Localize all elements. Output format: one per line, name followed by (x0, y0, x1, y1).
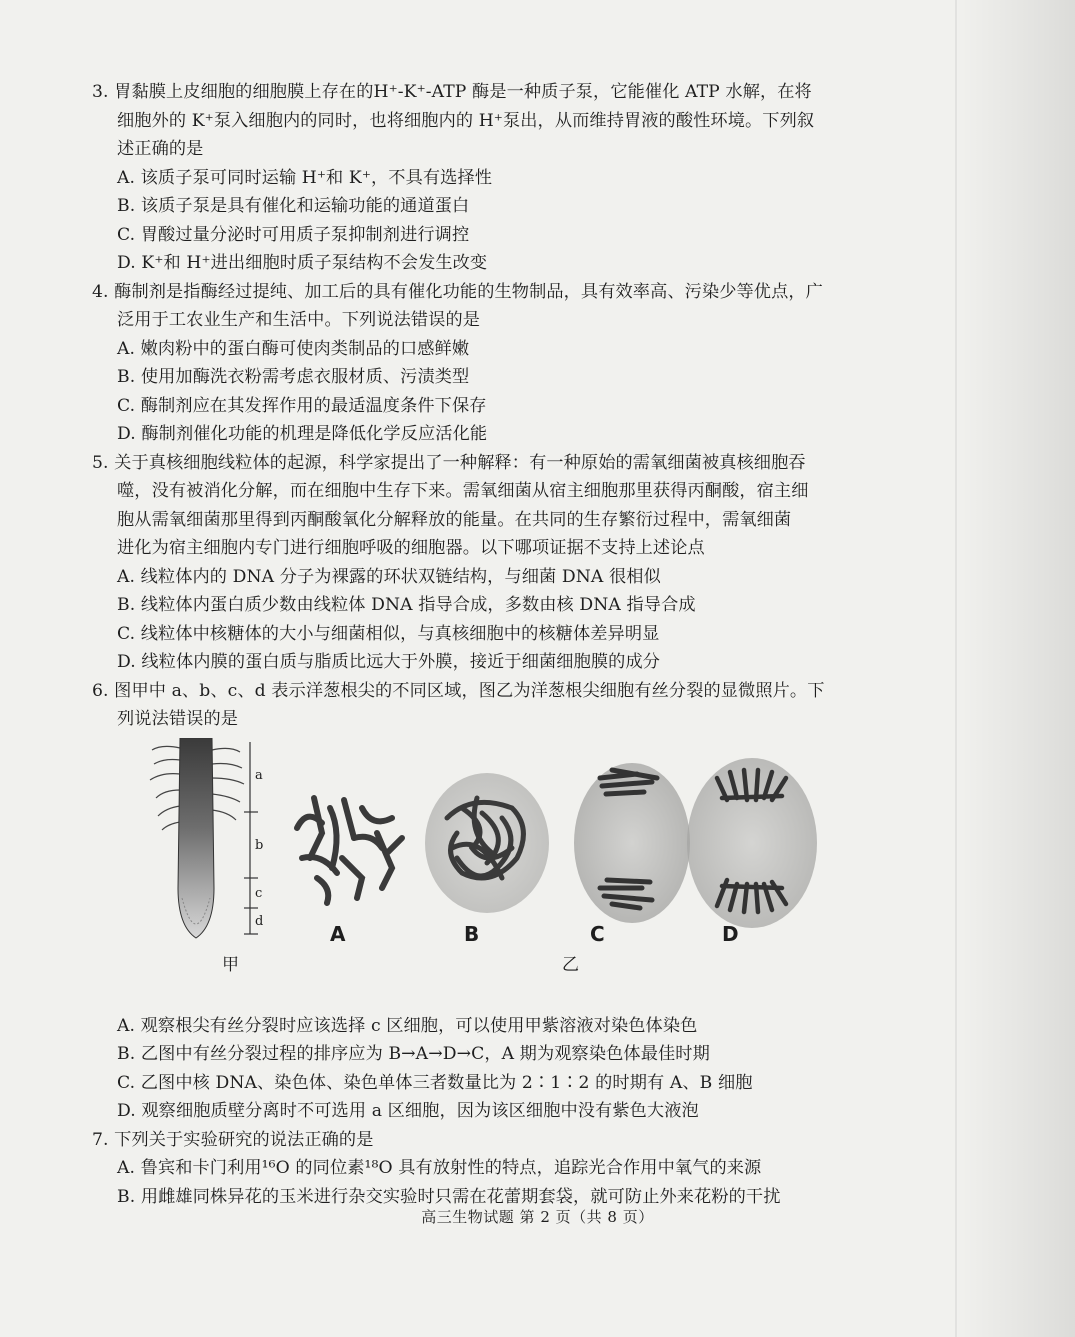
option-a: A. 嫩肉粉中的蛋白酶可使肉类制品的口感鲜嫩 (117, 338, 470, 359)
question-text-line: 噬，没有被消化分解，而在细胞中生存下来。需氧细菌从宿主细胞那里获得丙酮酸，宿主细 (117, 481, 809, 501)
question-text-line: 4. 酶制剂是指酶经过提纯、加工后的具有催化功能的生物制品，具有效率高、污染少等优点，广 (92, 281, 823, 302)
question-text-line: 列说法错误的是 (117, 709, 239, 729)
option-b: B. 乙图中有丝分裂过程的排序应为 B→A→D→C，A 期为观察染色体最佳时期 (117, 1044, 710, 1064)
question-6 (92, 677, 852, 1126)
question-text-line: 6. 图甲中 a、b、c、d 表示洋葱根尖的不同区域，图乙为洋葱根尖细胞有丝分裂的显微照片。下 (92, 680, 825, 701)
question-3 (92, 78, 852, 278)
panel-label-c: C (590, 921, 605, 946)
page-footer: 高三生物试题 第 2 页（共 8 页） (421, 1208, 654, 1226)
question-text-line: 细胞外的 K⁺泵入细胞内的同时，也将细胞内的 H⁺泵出，从而维持胃液的酸性环境。下列叙 (117, 110, 815, 131)
option-b: B. 线粒体内蛋白质少数由线粒体 DNA 指导合成，多数由核 DNA 指导合成 (117, 595, 696, 615)
page-edge-line (955, 0, 957, 1337)
option-a: A. 线粒体内的 DNA 分子为裸露的环状双链结构，与细菌 DNA 很相似 (117, 566, 661, 587)
page-edge-shadow (955, 0, 1075, 1337)
cell-d-anaphase (687, 758, 817, 928)
panel-label-d: D (722, 921, 739, 946)
figure-caption-yi: 乙 (562, 954, 579, 975)
zone-label-a: a (255, 767, 263, 783)
option-b: B. 使用加酶洗衣粉需考虑衣服材质、污渍类型 (117, 367, 470, 387)
question-content (92, 78, 852, 1211)
option-d: D. K⁺和 H⁺进出细胞时质子泵结构不会发生改变 (117, 253, 488, 273)
cell-c-telophase (574, 763, 690, 923)
zone-label-d: d (255, 913, 264, 929)
option-c: C. 线粒体中核糖体的大小与细菌相似，与真核细胞中的核糖体差异明显 (117, 623, 660, 644)
option-d: D. 酶制剂催化功能的机理是降低化学反应活化能 (117, 424, 488, 444)
option-a: A. 该质子泵可同时运输 H⁺和 K⁺，不具有选择性 (117, 167, 493, 188)
figure-caption-jia: 甲 (222, 954, 239, 975)
option-c: C. 乙图中核 DNA、染色体、染色单体三者数量比为 2∶1∶2 的时期有 A、B 细胞 (117, 1072, 753, 1093)
panel-label-a: A (330, 921, 346, 946)
question-7 (92, 1126, 852, 1212)
option-d: D. 观察细胞质壁分离时不可选用 a 区细胞，因为该区细胞中没有紫色大液泡 (117, 1101, 699, 1121)
option-c: C. 酶制剂应在其发挥作用的最适温度条件下保存 (117, 395, 487, 416)
option-b: B. 用雌雄同株异花的玉米进行杂交实验时只需在花蕾期套袋，就可防止外来花粉的干扰 (117, 1186, 781, 1207)
question-text-line: 5. 关于真核细胞线粒体的起源，科学家提出了一种解释：有一种原始的需氧细菌被真核细胞吞 (92, 452, 806, 473)
question-5 (92, 449, 852, 677)
option-c: C. 胃酸过量分泌时可用质子泵抑制剂进行调控 (117, 224, 470, 245)
question-text-line: 进化为宿主细胞内专门进行细胞呼吸的细胞器。以下哪项证据不支持上述论点 (117, 538, 705, 558)
option-d: D. 线粒体内膜的蛋白质与脂质比远大于外膜，接近于细菌细胞膜的成分 (117, 652, 661, 672)
figure-illustration (92, 738, 852, 1008)
question-text-line: 泛用于工农业生产和生活中。下列说法错误的是 (117, 310, 481, 330)
question-text-line: 7. 下列关于实验研究的说法正确的是 (92, 1129, 374, 1150)
question-text-line: 3. 胃黏膜上皮细胞的细胞膜上存在的H⁺-K⁺-ATP 酶是一种质子泵，它能催化 ATP 水解，在将 (92, 82, 812, 102)
question-text-line: 述正确的是 (117, 139, 204, 159)
question-4 (92, 278, 852, 449)
root-tip-drawing (150, 738, 258, 938)
option-a: A. 观察根尖有丝分裂时应该选择 c 区细胞，可以使用甲紫溶液对染色体染色 (117, 1015, 698, 1036)
question-text-line: 胞从需氧细菌那里得到丙酮酸氧化分解释放的能量。在共同的生存繁衍过程中，需氧细菌 (117, 509, 792, 530)
onion-root-tip-figure (92, 738, 852, 1008)
option-a: A. 鲁宾和卡门利用¹⁶O 的同位素¹⁸O 具有放射性的特点，追踪光合作用中氧气的来源 (117, 1158, 762, 1178)
zone-label-c: c (255, 885, 263, 901)
cell-a-metaphase (297, 798, 402, 903)
panel-label-b: B (464, 921, 480, 946)
zone-label-b: b (255, 837, 264, 853)
option-b: B. 该质子泵是具有催化和运输功能的通道蛋白 (117, 196, 470, 216)
cell-b-prophase (425, 773, 549, 913)
